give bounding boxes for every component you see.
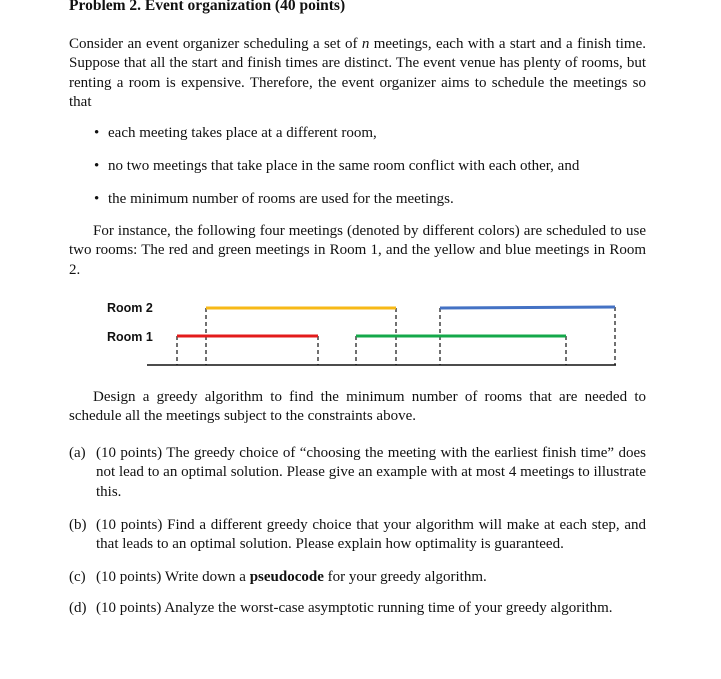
- part-b-label: (b): [69, 517, 87, 533]
- bullet-text: the minimum number of rooms are used for the meetings.: [108, 191, 454, 207]
- room-2-label: Room 2: [107, 301, 153, 315]
- part-d-text: (10 points) Analyze the worst-case asymptotic running time of your greedy algorithm.: [96, 600, 613, 616]
- part-d: [69, 599, 646, 618]
- bullet-text: each meeting takes place at a different room,: [108, 125, 377, 141]
- bullet-dot: •: [94, 158, 100, 174]
- design-paragraph: Design a greedy algorithm to find the minimum number of rooms that are needed to schedule all the meetings subject to the constraints above.: [69, 389, 646, 425]
- part-c-label: (c): [69, 569, 86, 585]
- part-c-text: [96, 568, 646, 587]
- part-a-label: (a): [69, 445, 86, 461]
- part-c: [69, 568, 646, 587]
- part-c-bold-term: pseudocode: [249, 569, 324, 585]
- part-b: [69, 516, 646, 555]
- intro-text-pre: Consider an event organizer scheduling a set of: [69, 36, 358, 52]
- variable-n: n: [361, 36, 370, 52]
- bullet-dot: •: [94, 125, 100, 141]
- part-d-label: (d): [69, 600, 87, 616]
- room-1-label: Room 1: [107, 330, 153, 344]
- problem-title: Problem 2. Event organization (40 points): [69, 0, 346, 14]
- example-paragraph: For instance, the following four meetings (denoted by different colors) are scheduled to use two rooms: The red and green meetings in Room 1, and the yellow and blue meetings in Room 2.: [69, 223, 646, 278]
- part-a: [69, 444, 646, 502]
- bullet-text: no two meetings that take place in the same room conflict with each other, and: [108, 158, 580, 174]
- intro-text-post: meetings, each with a start and a finish time. Suppose that all the start and finish times are distinct. The event venue has plenty of rooms, but renting a room is expensive. Therefore, the event organizer aims to schedule the meetings so that: [69, 36, 646, 110]
- part-c-text-pre: (10 points) Write down a: [96, 569, 246, 585]
- part-a-text: (10 points) The greedy choice of “choosing the meeting with the earliest finish time” does not lead to an optimal solution. Please give an example with at most 4 meetings to illustrate this.: [96, 445, 646, 500]
- part-b-text: (10 points) Find a different greedy choice that your algorithm will make at each step, and that leads to an optimal solution. Please explain how optimality is guaranteed.: [96, 517, 646, 553]
- part-c-text-post: for your greedy algorithm.: [327, 569, 487, 585]
- meeting-blue-bar: [440, 307, 615, 308]
- bullet-dot: •: [94, 191, 100, 207]
